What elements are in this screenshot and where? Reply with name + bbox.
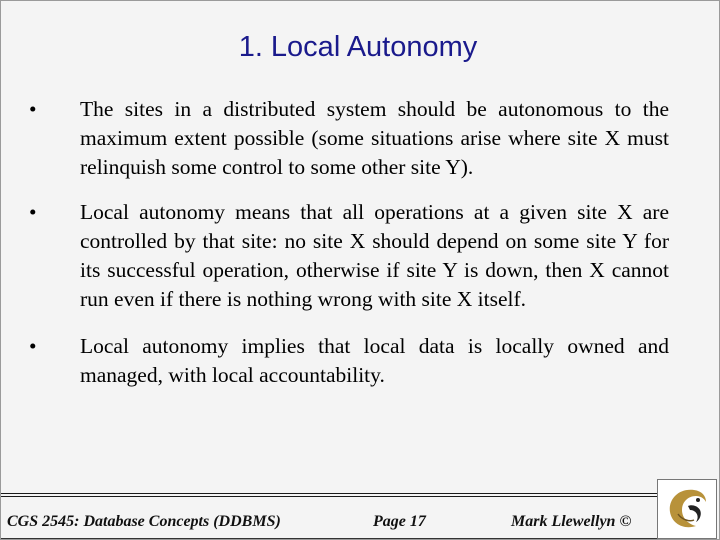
footer-bar: [1, 493, 657, 540]
footer-course: CGS 2545: Database Concepts (DDBMS): [7, 513, 281, 530]
bullet-item: [29, 198, 669, 314]
bullet-item: [29, 95, 669, 182]
bullet-text: The sites in a distributed system should be autonomous to the maximum extent possible (some situations arise where site X must relinquish some control to some other site Y).: [80, 97, 669, 179]
bullet-text: Local autonomy implies that local data is locally owned and managed, with local accountability.: [80, 334, 669, 387]
footer-author: Mark Llewellyn ©: [511, 513, 632, 530]
bullet-item: [29, 332, 669, 390]
footer-page-number: Page 17: [373, 513, 426, 530]
bullet-marker: •: [29, 97, 37, 121]
university-logo-icon: [657, 479, 717, 539]
slide-title: 1. Local Autonomy: [238, 31, 478, 63]
bullet-list: [29, 95, 669, 406]
bullet-marker: •: [29, 200, 37, 224]
bullet-text: Local autonomy means that all operations at a given site X are controlled by that site: no site X should depend on some site Y for its successful operation, otherwise if site Y is down, then X cannot run even if there is nothing wrong with site X itself.: [80, 200, 669, 311]
bullet-marker: •: [29, 334, 37, 358]
